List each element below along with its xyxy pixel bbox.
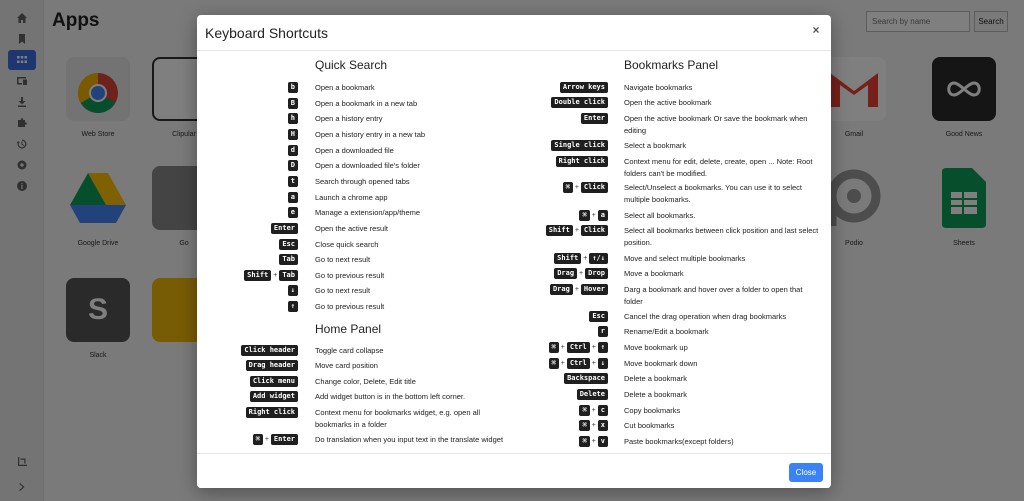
key-badge: Right click bbox=[556, 156, 608, 167]
close-button[interactable]: Close bbox=[789, 463, 823, 482]
shortcut-keys bbox=[197, 311, 608, 322]
shortcut-keys bbox=[197, 225, 608, 236]
key-badge: Ctrl bbox=[567, 342, 590, 353]
key-badge: Drag bbox=[550, 284, 573, 295]
shortcut-description: Do translation when you input text in the translate widget bbox=[315, 435, 504, 444]
modal-body bbox=[197, 52, 831, 468]
key-badge: ⌘ bbox=[579, 420, 589, 431]
shortcut-description: Open the active result bbox=[315, 224, 388, 233]
key-badge: Click bbox=[581, 182, 608, 193]
shortcut-keys bbox=[197, 326, 608, 337]
key-badge: Enter bbox=[271, 223, 298, 234]
plus-sign: + bbox=[591, 407, 596, 414]
key-badge: Shift bbox=[554, 253, 581, 264]
shortcut-description: Delete a bookmark bbox=[624, 390, 687, 399]
shortcut-description: Context menu for bookmarks widget, e.g. open all bookmarks in a folder bbox=[315, 408, 481, 429]
key-badge: Click bbox=[581, 225, 608, 236]
plus-sign: + bbox=[591, 422, 596, 429]
shortcut-description: Cut bookmarks bbox=[624, 421, 675, 430]
shortcut-description: Open a downloaded file's folder bbox=[315, 161, 420, 170]
key-badge: B bbox=[288, 98, 298, 109]
shortcut-keys bbox=[197, 239, 298, 250]
shortcut-keys bbox=[197, 192, 298, 203]
shortcut-description: Delete a bookmark bbox=[624, 374, 687, 383]
plus-sign: + bbox=[574, 184, 579, 191]
plus-sign: + bbox=[591, 360, 596, 367]
key-badge: Delete bbox=[577, 389, 608, 400]
shortcut-keys bbox=[197, 140, 608, 151]
key-badge: Tab bbox=[279, 254, 298, 265]
key-badge: ↓ bbox=[598, 358, 608, 369]
key-badge: Hover bbox=[581, 284, 608, 295]
shortcut-description: Move a bookmark bbox=[624, 269, 684, 278]
key-badge: ⌘ bbox=[253, 434, 263, 445]
key-badge: Right click bbox=[246, 407, 298, 418]
plus-sign: + bbox=[574, 227, 579, 234]
shortcut-description: Open the active bookmark bbox=[624, 98, 712, 107]
key-badge: ⌘ bbox=[579, 436, 589, 447]
shortcut-description: Rename/Edit a bookmark bbox=[624, 327, 709, 336]
shortcut-description: Paste bookmarks(except folders) bbox=[624, 437, 734, 446]
key-badge: Esc bbox=[589, 311, 608, 322]
shortcut-keys bbox=[197, 156, 608, 167]
key-badge: Shift bbox=[546, 225, 573, 236]
key-badge: v bbox=[598, 436, 608, 447]
shortcut-keys bbox=[197, 436, 608, 447]
key-badge: Double click bbox=[551, 97, 608, 108]
plus-sign: + bbox=[579, 270, 584, 277]
shortcut-keys bbox=[197, 373, 608, 384]
key-badge: Drop bbox=[585, 268, 608, 279]
shortcut-description: Move and select multiple bookmarks bbox=[624, 254, 746, 263]
shortcut-keys bbox=[197, 358, 608, 369]
shortcut-description: Open a bookmark bbox=[315, 83, 375, 92]
key-badge: b bbox=[288, 82, 298, 93]
key-badge: ⌘ bbox=[549, 358, 559, 369]
shortcut-keys bbox=[197, 129, 298, 140]
key-badge: x bbox=[598, 420, 608, 431]
shortcut-keys bbox=[197, 97, 608, 108]
key-badge: ⌘ bbox=[549, 342, 559, 353]
shortcut-keys bbox=[197, 284, 608, 295]
key-badge: e bbox=[288, 207, 298, 218]
plus-sign: + bbox=[591, 438, 596, 445]
key-badge: r bbox=[598, 326, 608, 337]
shortcut-description: Select a bookmark bbox=[624, 141, 687, 150]
shortcut-description: Cancel the drag operation when drag bookmarks bbox=[624, 312, 787, 321]
shortcut-keys bbox=[197, 82, 608, 93]
shortcut-keys bbox=[197, 405, 608, 416]
close-icon[interactable]: × bbox=[812, 23, 820, 37]
key-badge: Enter bbox=[581, 113, 608, 124]
plus-sign: + bbox=[591, 212, 596, 219]
key-badge: Click menu bbox=[250, 376, 298, 387]
key-badge: Shift bbox=[244, 270, 271, 281]
shortcut-description: Toggle card collapse bbox=[315, 346, 384, 355]
shortcut-description: Go to next result bbox=[315, 286, 371, 295]
key-badge: D bbox=[288, 160, 298, 171]
shortcut-description: Context menu for edit, delete, create, open ... Note: Root folders can't be modified. bbox=[624, 157, 813, 178]
key-badge: t bbox=[288, 176, 298, 187]
key-badge: ⌘ bbox=[563, 182, 573, 193]
key-badge: Tab bbox=[279, 270, 298, 281]
shortcut-description: Navigate bookmarks bbox=[624, 83, 693, 92]
shortcut-keys bbox=[197, 389, 608, 400]
plus-sign: + bbox=[583, 255, 588, 262]
key-badge: Add widget bbox=[250, 391, 298, 402]
shortcut-keys bbox=[197, 420, 608, 431]
key-badge: Esc bbox=[279, 239, 298, 250]
plus-sign: + bbox=[560, 360, 565, 367]
shortcut-description: Open a history entry bbox=[315, 114, 383, 123]
plus-sign: + bbox=[264, 436, 269, 443]
key-badge: Drag header bbox=[246, 360, 298, 371]
shortcut-description: Change color, Delete, Edit title bbox=[315, 377, 416, 386]
key-badge: ↑/↓ bbox=[589, 253, 608, 264]
key-badge: Drag bbox=[554, 268, 577, 279]
shortcut-description: Open a downloaded file bbox=[315, 146, 394, 155]
key-badge: Arrow keys bbox=[560, 82, 608, 93]
shortcut-description: Darg a bookmark and hover over a folder to open that folder bbox=[624, 285, 803, 306]
shortcut-description: Copy bookmarks bbox=[624, 406, 681, 415]
key-badge: ↓ bbox=[288, 285, 298, 296]
home-panel-heading: Home Panel bbox=[315, 322, 382, 336]
shortcut-description: Launch a chrome app bbox=[315, 193, 388, 202]
shortcut-keys bbox=[197, 253, 608, 264]
shortcut-keys bbox=[197, 113, 608, 124]
plus-sign: + bbox=[560, 344, 565, 351]
shortcut-description: Move bookmark up bbox=[624, 343, 688, 352]
key-badge: Single click bbox=[551, 140, 608, 151]
shortcut-description: Select all bookmarks. bbox=[624, 211, 696, 220]
modal-footer bbox=[197, 453, 831, 488]
quick-search-heading: Quick Search bbox=[315, 58, 388, 72]
shortcut-keys bbox=[197, 342, 608, 353]
shortcut-description: Open a bookmark in a new tab bbox=[315, 99, 418, 108]
shortcut-keys bbox=[197, 210, 608, 221]
keyboard-shortcuts-dialog bbox=[197, 15, 831, 488]
shortcut-description: Move card position bbox=[315, 361, 378, 370]
plus-sign: + bbox=[574, 286, 579, 293]
key-badge: Enter bbox=[271, 434, 298, 445]
shortcut-description: Select all bookmarks between click position and last select position. bbox=[624, 226, 819, 247]
key-badge: a bbox=[288, 192, 298, 203]
plus-sign: + bbox=[591, 344, 596, 351]
key-badge: a bbox=[598, 210, 608, 221]
shortcut-keys bbox=[197, 268, 608, 279]
shortcut-description: Move bookmark down bbox=[624, 359, 698, 368]
key-badge: Ctrl bbox=[567, 358, 590, 369]
shortcut-description: Close quick search bbox=[315, 240, 379, 249]
shortcut-description: Open the active bookmark Or save the bookmark when editing bbox=[624, 114, 808, 135]
shortcut-description: Go to previous result bbox=[315, 271, 385, 280]
key-badge: H bbox=[288, 129, 298, 140]
bookmarks-panel-heading: Bookmarks Panel bbox=[624, 58, 719, 72]
key-badge: ⌘ bbox=[579, 405, 589, 416]
key-badge: ↑ bbox=[598, 342, 608, 353]
shortcut-description: Manage a extension/app/theme bbox=[315, 208, 421, 217]
shortcut-description: Go to next result bbox=[315, 255, 371, 264]
plus-sign: + bbox=[273, 272, 278, 279]
modal-header bbox=[197, 15, 831, 51]
shortcut-description: Select/Unselect a bookmarks. You can use it to select multiple bookmarks. bbox=[624, 183, 803, 204]
shortcut-keys bbox=[197, 182, 608, 193]
key-badge: h bbox=[288, 113, 298, 124]
shortcut-description: Go to previous result bbox=[315, 302, 385, 311]
key-badge: Backspace bbox=[564, 373, 608, 384]
shortcut-description: Open a history entry in a new tab bbox=[315, 130, 426, 139]
shortcut-description: Search through opened tabs bbox=[315, 177, 410, 186]
key-badge: ↑ bbox=[288, 301, 298, 312]
key-badge: Click header bbox=[241, 345, 298, 356]
key-badge: c bbox=[598, 405, 608, 416]
key-badge: d bbox=[288, 145, 298, 156]
shortcut-description: Add widget button is in the bottom left corner. bbox=[315, 392, 466, 401]
modal-title: Keyboard Shortcuts bbox=[205, 25, 328, 41]
key-badge: ⌘ bbox=[579, 210, 589, 221]
